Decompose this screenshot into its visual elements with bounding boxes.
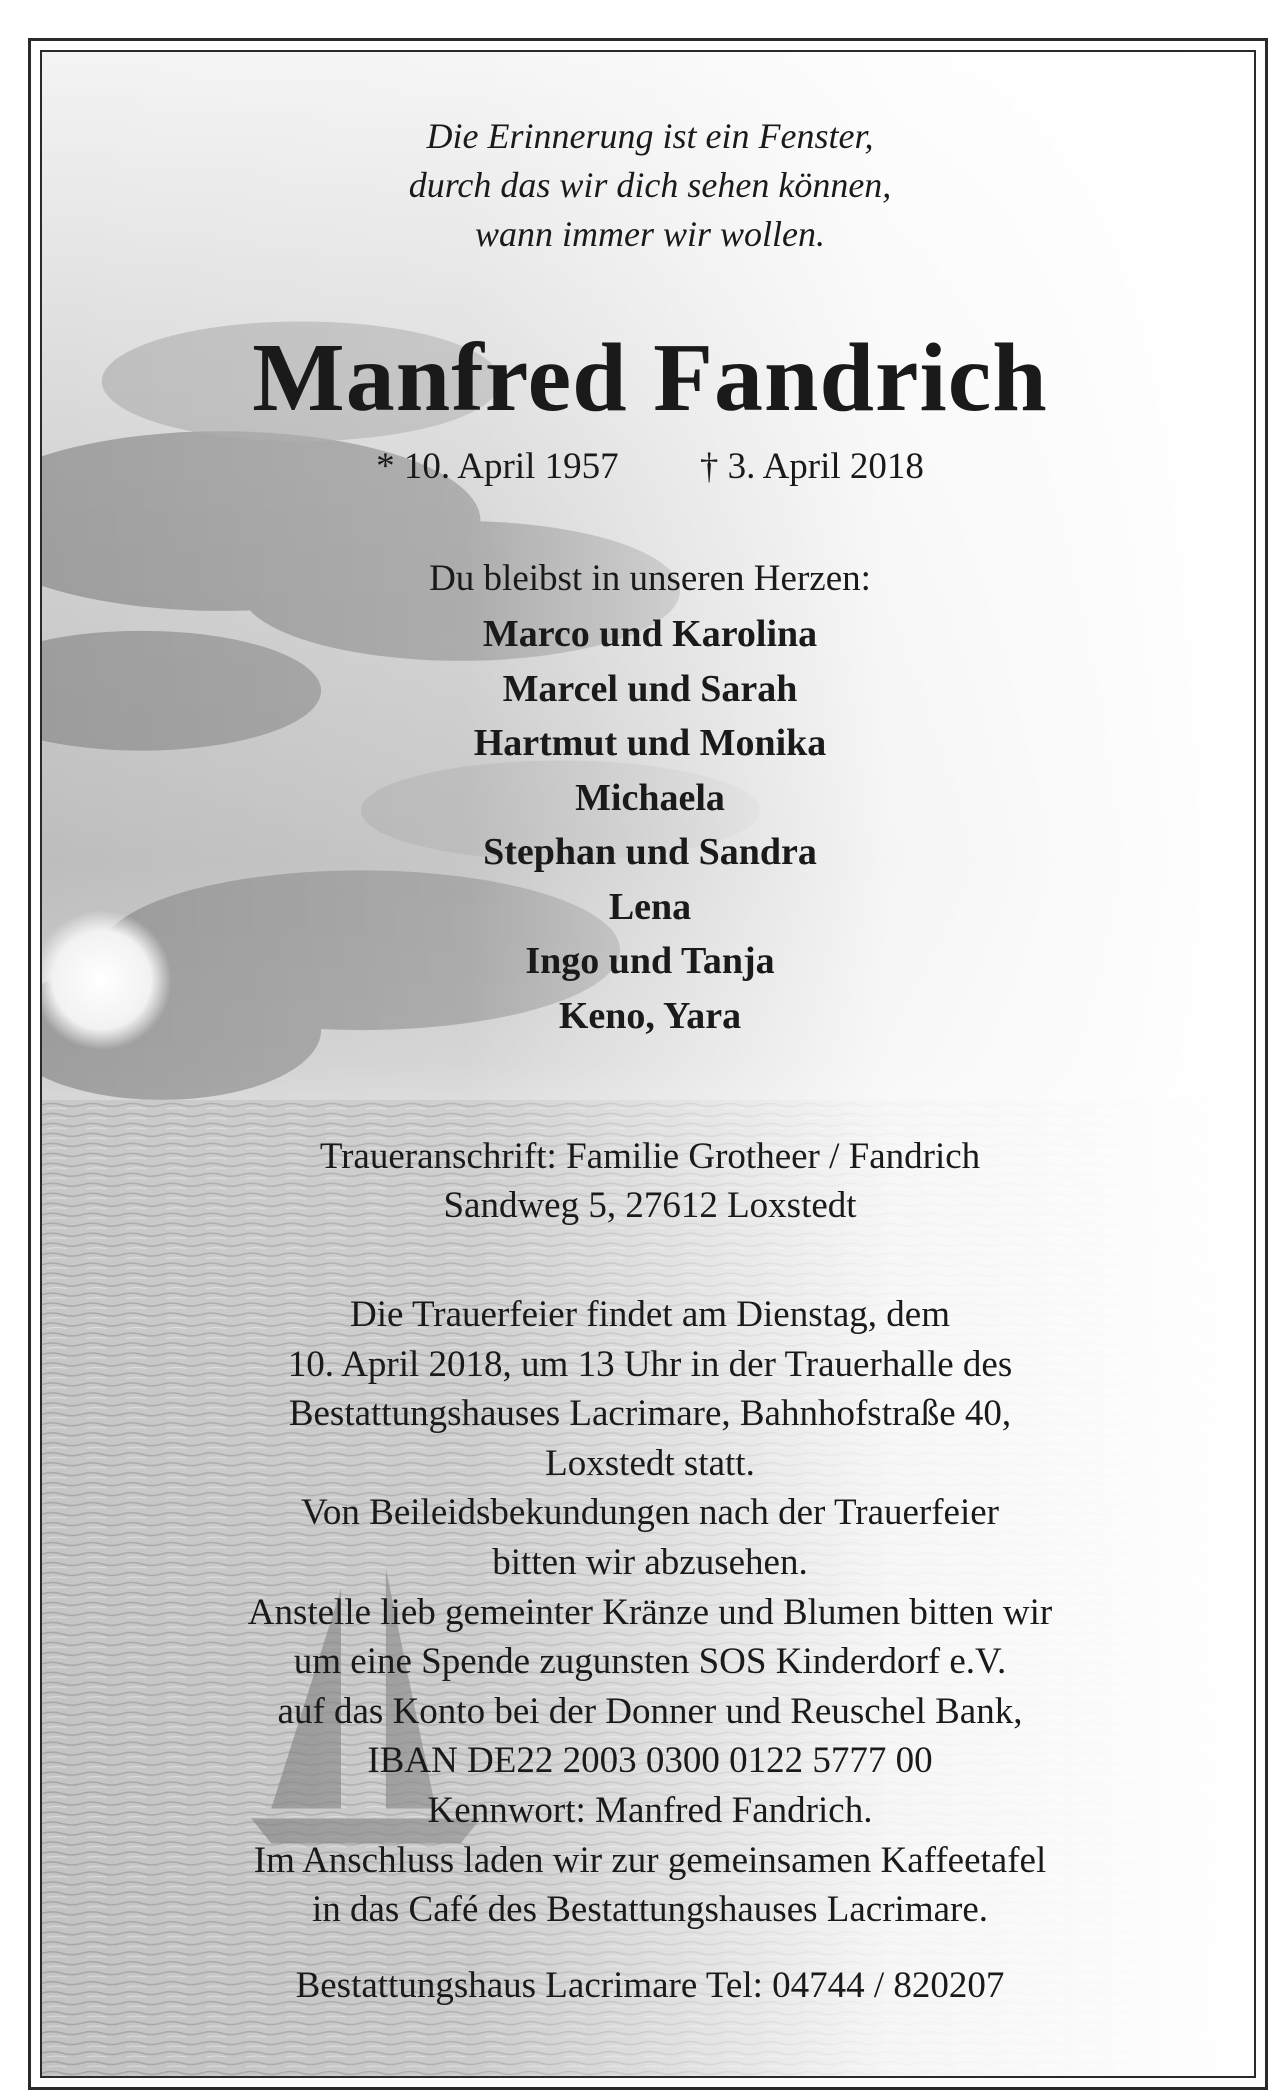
mourner-name: Marcel und Sarah bbox=[502, 667, 798, 710]
notice-line: um eine Spende zugunsten SOS Kinderdorf e.V. bbox=[293, 1641, 1007, 1683]
quote-line: durch das wir dich sehen können, bbox=[408, 165, 892, 205]
mourner-name: Stephan und Sandra bbox=[483, 831, 817, 873]
notice-line: bitten wir abzusehen. bbox=[492, 1541, 808, 1583]
mourner-name: Lena bbox=[608, 885, 692, 928]
mourning-address bbox=[42, 1132, 1256, 1230]
notice-line: in das Café des Bestattungshauses Lacrimare. bbox=[311, 1889, 989, 1931]
death-date: † 3. April 2018 bbox=[699, 446, 924, 487]
notice-line: Im Anschluss laden wir zur gemeinsamen Kaffeetafel bbox=[253, 1839, 1047, 1881]
notice-line: auf das Konto bei der Donner und Reuschel Bank, bbox=[277, 1690, 1023, 1732]
address-line: Traueranschrift: Familie Grotheer / Fandrich bbox=[319, 1136, 981, 1177]
mourner-name: Keno, Yara bbox=[558, 994, 742, 1037]
notice-line: Bestattungshauses Lacrimare, Bahnhofstraße 40, bbox=[288, 1393, 1012, 1435]
funeral-home-contact: Bestattungshaus Lacrimare Tel: 04744 / 820207 bbox=[295, 1965, 1005, 2006]
deceased-name: Manfred Fandrich bbox=[252, 324, 1048, 432]
address-line: Sandweg 5, 27612 Loxstedt bbox=[443, 1185, 857, 1226]
quote-line: Die Erinnerung ist ein Fenster, bbox=[426, 116, 874, 156]
notice-line: Kennwort: Manfred Fandrich. bbox=[427, 1789, 873, 1831]
mourners-list bbox=[42, 607, 1256, 1043]
notice-line: Anstelle lieb gemeinter Kränze und Blumen bitten wir bbox=[247, 1591, 1053, 1633]
notice-line: Von Beileidsbekundungen nach der Trauerfeier bbox=[300, 1492, 1000, 1534]
notice-line: Die Trauerfeier findet am Dienstag, dem bbox=[349, 1294, 951, 1335]
mourner-name: Michaela bbox=[575, 776, 725, 819]
notice-panel bbox=[40, 50, 1256, 2078]
notice-line: Loxstedt statt. bbox=[545, 1442, 755, 1484]
memorial-quote bbox=[42, 112, 1256, 259]
funeral-notice bbox=[42, 1290, 1256, 1935]
quote-line: wann immer wir wollen. bbox=[474, 214, 825, 254]
life-dates bbox=[42, 445, 1256, 488]
mourner-name: Hartmut und Monika bbox=[473, 722, 827, 764]
mourner-name: Ingo und Tanja bbox=[525, 940, 775, 982]
mourner-name: Marco und Karolina bbox=[482, 613, 818, 655]
mourners-intro: Du bleibst in unseren Herzen: bbox=[429, 558, 871, 599]
birth-date: * 10. April 1957 bbox=[376, 446, 619, 487]
notice-line: 10. April 2018, um 13 Uhr in der Trauerhalle des bbox=[287, 1343, 1013, 1385]
notice-line: IBAN DE22 2003 0300 0122 5777 00 bbox=[367, 1740, 933, 1782]
